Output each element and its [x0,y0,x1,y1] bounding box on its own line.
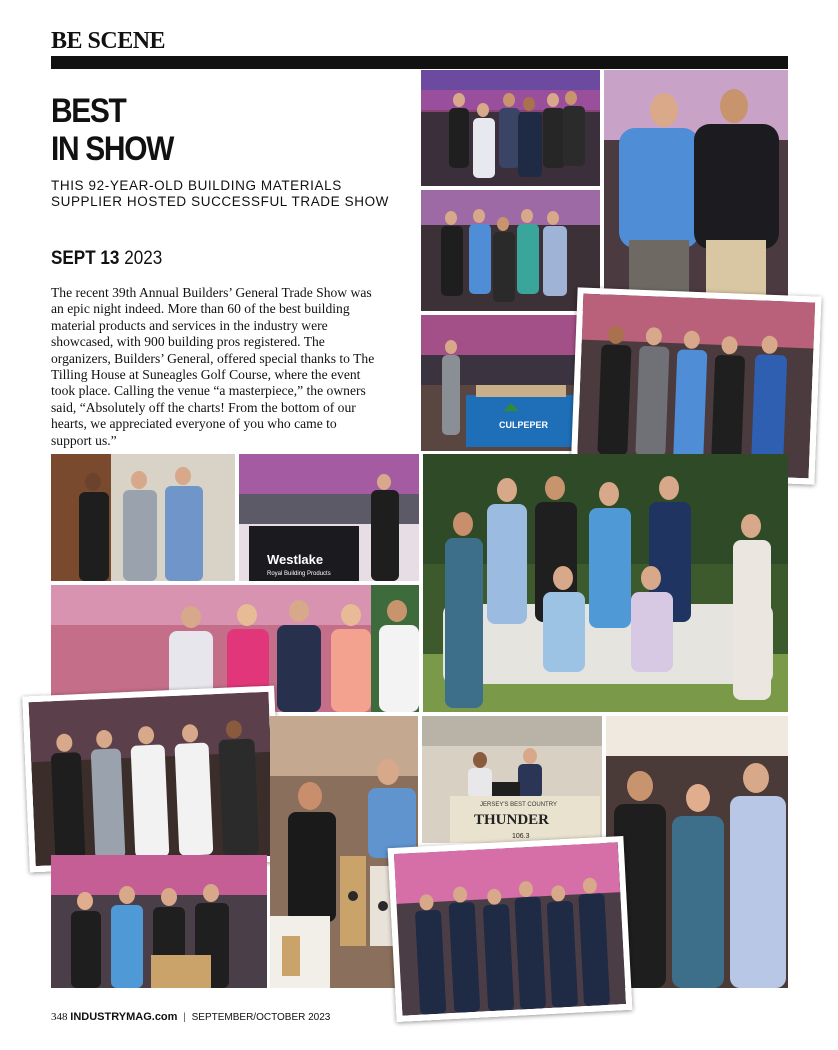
page-number: 348 [51,1011,68,1023]
culpeper-sign-text: CULPEPER [499,420,549,430]
photo-group-men-suits [421,70,600,186]
photo-radio-booth [422,716,602,843]
radio-sign-top-text: JERSEY'S BEST COUNTRY [480,802,557,808]
photo-group-five-tilted [22,686,281,873]
westlake-sign-subtext: Royal Building Products [267,571,331,577]
westlake-sign-text: Westlake [267,552,324,567]
photo-group-bottom-left [51,855,267,988]
section-label: BE SCENE [51,28,166,54]
photo-outdoor-group [423,454,788,712]
header-rule [51,56,788,69]
headline [51,92,173,168]
radio-sign-thunder-text: THUNDER [474,812,550,828]
publication-brand: INDUSTRYMAG.com [70,1011,178,1023]
deck-subtitle: THIS 92-YEAR-OLD BUILDING MATERIALS SUPPLIER HOSTED SUCCESSFUL TRADE SHOW [51,178,390,209]
photo-two-men [604,70,788,306]
issue-label: SEPTEMBER/OCTOBER 2023 [191,1012,331,1023]
photo-westlake-booth [239,454,419,581]
page-footer [51,1011,330,1023]
photo-three-people-right [606,716,788,988]
photo-navy-shirts-tilted [388,836,633,1022]
article-body: The recent 39th Annual Builders’ General Trade Show was an epic night indeed. More than 60 of the best building material products and services in the industry were showcased, with 900 building pros registered. The organizers, Builders’ General, offered special thanks to The Tilling House at Suneagles Golf Course, where the event took place. Calling the venue “a masterpiece,” the owners said, “Absolutely off the charts! From the bottom of our hearts, we appreciated everyone of you who came to support us.” [51,285,375,448]
photo-culpeper-booth [421,315,579,451]
headline-line-1: BEST [51,92,126,130]
headline-line-2: IN SHOW [51,130,174,168]
footer-separator: | [183,1012,186,1023]
photo-group-six [421,190,600,311]
event-date-year: 2023 [124,248,163,269]
event-date-month-day: SEPT 13 [51,248,120,269]
photo-three-men [51,454,235,581]
radio-sign-frequency-text: 106.3 [512,833,530,840]
event-date [51,248,162,270]
